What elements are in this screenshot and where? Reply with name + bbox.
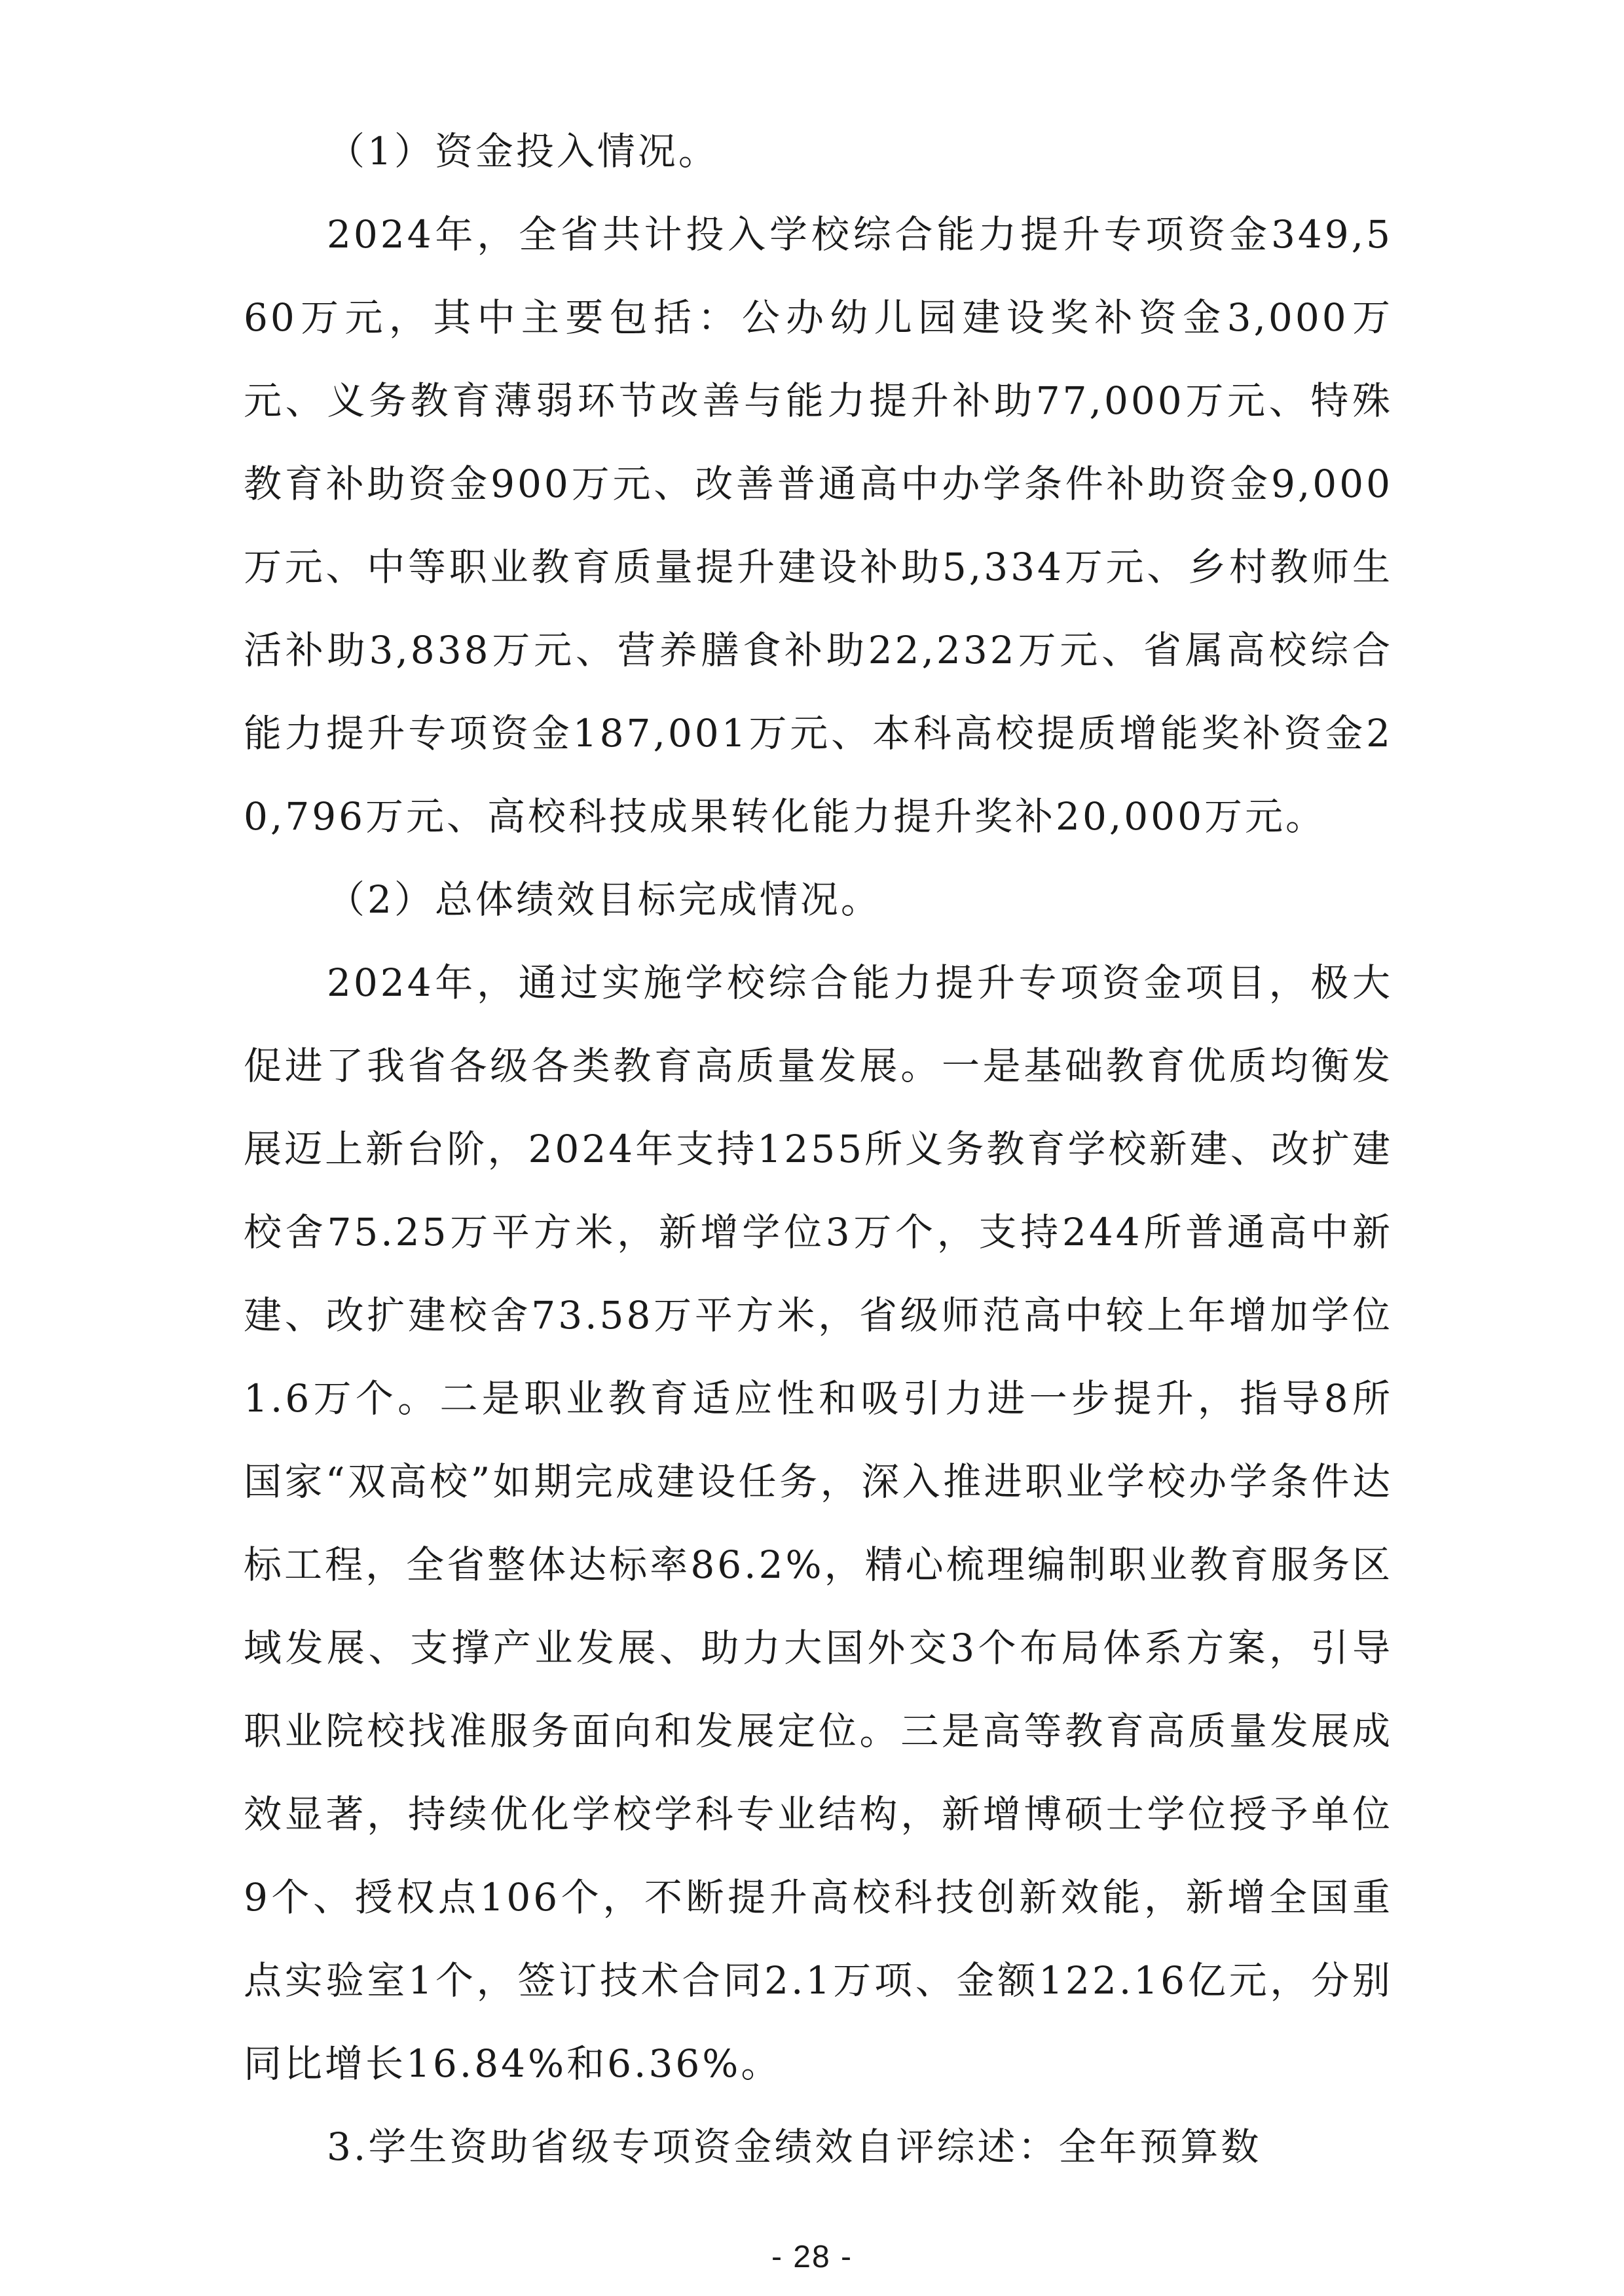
- paragraph-performance-details: 2024年，通过实施学校综合能力提升专项资金项目，极大促进了我省各级各类教育高质量发展。一是基础教育优质均衡发展迈上新台阶，2024年支持1255所义务教育学校新建、改扩建校舍75.25万平方米，新增学位3万个，支持244所普通高中新建、改扩建校舍73.58万平方米，省级师范高中较上年增加学位1.6万个。二是职业教育适应性和吸引力进一步提升，指导8所国家“双高校”如期完成建设任务，深入推进职业学校办学条件达标工程，全省整体达标率86.2%，精心梳理编制职业教育服务区域发展、支撑产业发展、助力大国外交3个布局体系方案，引导职业院校找准服务面向和发展定位。三是高等教育高质量发展成效显著，持续优化学校学科专业结构，新增博硕士学位授予单位9个、授权点106个，不断提升高校科技创新效能，新增全国重点实验室1个，签订技术合同2.1万项、金额122.16亿元，分别同比增长16.84%和6.36%。: [244, 960, 1393, 2086]
- page-number: - 28 -: [771, 2240, 853, 2274]
- paragraph-student-aid-summary: 3.学生资助省级专项资金绩效自评综述：全年预算数: [327, 2124, 1262, 2169]
- document-body: [244, 110, 1393, 2189]
- section-heading-performance-goals: （2）总体绩效目标完成情况。: [327, 877, 881, 922]
- paragraph-fund-input-details: 2024年，全省共计投入学校综合能力提升专项资金349,560万元，其中主要包括：公办幼儿园建设奖补资金3,000万元、义务教育薄弱环节改善与能力提升补助77,000万元、特殊教育补助资金900万元、改善普通高中办学条件补助资金9,000万元、中等职业教育质量提升建设补助5,334万元、乡村教师生活补助3,838万元、营养膳食补助22,232万元、省属高校综合能力提升专项资金187,001万元、本科高校提质增能奖补资金20,796万元、高校科技成果转化能力提升奖补20,000万元。: [244, 212, 1393, 839]
- section-heading-fund-input: （1）资金投入情况。: [327, 129, 719, 173]
